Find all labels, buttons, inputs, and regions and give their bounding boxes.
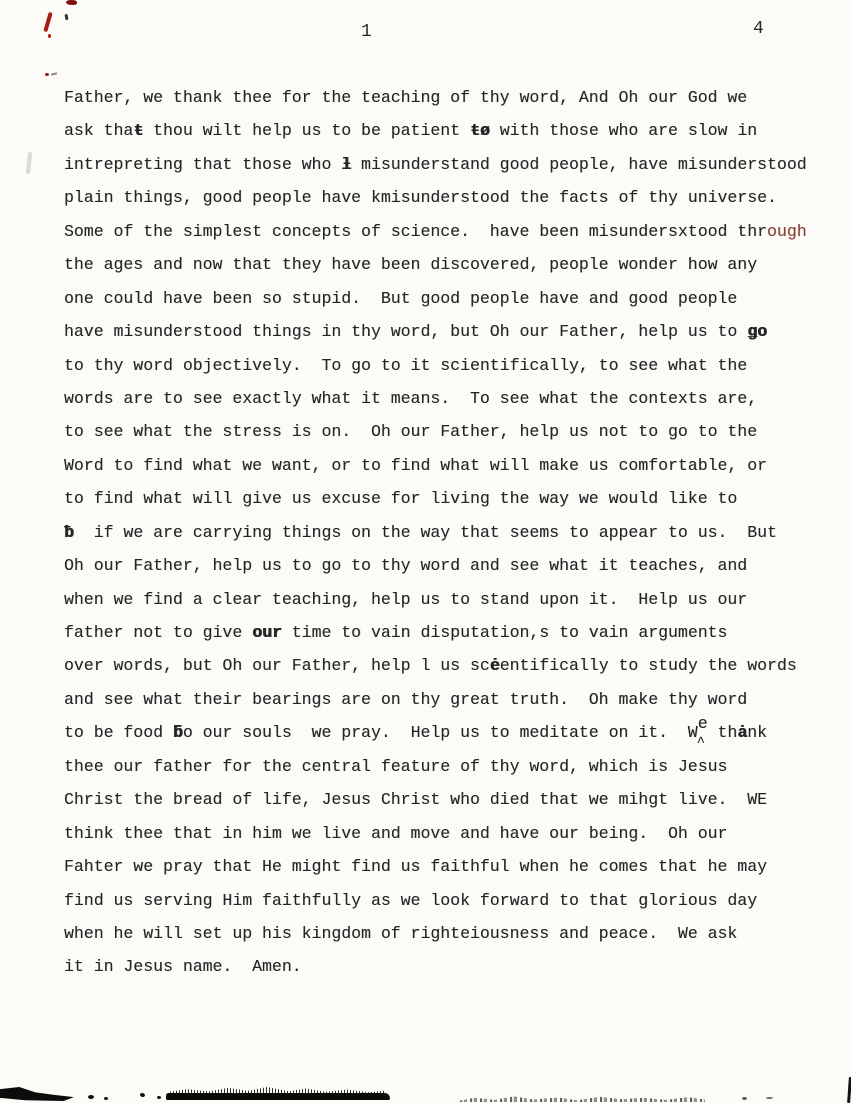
text-segment: the ages and now that they have been discovered, people wonder how any: [64, 255, 758, 275]
text-line: [64, 516, 844, 549]
text-segment: words are to see exactly what it means. To see what the contexts are,: [64, 388, 758, 408]
typewritten-text: [64, 81, 844, 984]
text-segment: to be food: [64, 723, 173, 743]
scan-ink-dot: [157, 1096, 161, 1099]
text-segment: thee our father for the central feature of thy word, which is Jesus: [64, 756, 728, 776]
text-segment: ask tha: [64, 121, 134, 141]
text-line: [64, 114, 844, 147]
page-number-right: 4: [753, 19, 764, 39]
red-ink-slash-mark: [43, 12, 52, 32]
text-segment: Fahter we pray that He might find us faithful when he comes that he may: [64, 857, 768, 877]
red-ink-dot: [48, 34, 51, 38]
text-segment: Some of the simplest concepts of science. have been misundersxtood thr: [64, 221, 768, 241]
scan-speckle-band: [460, 1095, 705, 1102]
text-segment: Christ the bread of life, Jesus Christ who died that we mihgt live. WE: [64, 790, 768, 810]
text-segment-red: ough: [767, 221, 807, 241]
text-segment: nk: [747, 723, 768, 743]
text-line: [64, 783, 844, 816]
text-segment-sup: e: [697, 714, 708, 734]
text-line: [64, 683, 844, 716]
text-segment: entifically to study the words: [499, 656, 797, 676]
scan-smudge-left: [26, 152, 32, 174]
text-segment: find us serving Him faithfully as we look forward to that glorious day: [64, 890, 758, 910]
text-segment: father not to give: [64, 623, 253, 642]
scan-artifact-bottom-left: [0, 1087, 74, 1101]
text-segment: o our souls we pray. Help us to meditate on it. W: [182, 723, 698, 743]
text-segment: misunderstand good people, have misunderstood: [351, 154, 807, 174]
text-segment-bold: our: [252, 623, 282, 642]
text-segment: think thee that in him we live and move and have our being. Oh our: [64, 823, 728, 843]
text-line: [64, 884, 844, 917]
scan-ink-dot: [88, 1095, 94, 1099]
text-line: [64, 181, 844, 214]
page-number-center: 1: [361, 22, 372, 42]
text-segment-bold: ƃ: [172, 723, 183, 743]
text-segment: over words, but Oh our Father, help l us sc: [64, 656, 490, 676]
text-segment: and see what their bearings are on thy great truth. Oh make thy word: [64, 689, 748, 709]
text-segment: one could have been so stupid. But good people have and good people: [64, 288, 738, 308]
scan-ink-dot: [766, 1097, 773, 1099]
text-line: [64, 583, 844, 616]
text-line: [64, 750, 844, 783]
text-line: [64, 549, 844, 582]
text-line: [64, 215, 844, 248]
text-line: [64, 616, 844, 649]
text-segment-bold: ŧ: [133, 121, 144, 141]
text-line: [64, 850, 844, 883]
text-segment: it in Jesus name. Amen.: [64, 957, 302, 977]
text-segment-bold: ǥo: [747, 322, 768, 342]
text-segment: to see what the stress is on. Oh our Father, help us not to go to the: [64, 422, 758, 442]
text-segment: when he will set up his kingdom of righteiousness and peace. We ask: [64, 923, 738, 943]
red-ink-blob: [66, 0, 77, 5]
scan-ink-dot: [104, 1097, 108, 1100]
text-segment: have misunderstood things in thy word, but Oh our Father, help us to: [64, 322, 748, 342]
text-segment: Father, we thank thee for the teaching of thy word, And Oh our God we: [64, 88, 748, 107]
text-segment: Oh our Father, help us to go to thy word and see what it teaches, and: [64, 556, 748, 576]
text-segment-bold: ƀ: [64, 522, 74, 542]
scan-tick-bottom-right: [847, 1077, 851, 1103]
scan-streak-fuzz: [170, 1087, 386, 1094]
pencil-dash: [51, 72, 57, 75]
text-line: [64, 415, 844, 448]
text-segment: Word to find what we want, or to find what will make us comfortable, or: [64, 455, 768, 475]
text-segment: when we find a clear teaching, help us to stand upon it. Help us our: [64, 589, 748, 609]
red-ink-dot-small: [45, 73, 49, 76]
text-segment: intrepreting that those who: [64, 154, 342, 174]
text-line: [64, 449, 844, 482]
text-line: [64, 248, 844, 281]
text-segment: if we are carrying things on the way that seems to appear to us. But: [73, 522, 777, 542]
text-line: [64, 950, 844, 983]
text-line: [64, 482, 844, 515]
text-segment: th: [707, 723, 738, 743]
text-segment-bold: ė: [489, 656, 500, 676]
text-line: [64, 817, 844, 850]
text-line: [64, 349, 844, 382]
text-line: [64, 282, 844, 315]
text-segment: plain things, good people have kmisunderstood the facts of thy universe.: [64, 188, 777, 208]
text-segment: with those who are slow in: [489, 121, 758, 141]
text-segment: time to vain disputation,s to vain arguments: [281, 623, 728, 642]
text-line: [64, 917, 844, 950]
text-line: [64, 148, 844, 181]
text-segment-bold: ŧø: [469, 121, 490, 141]
text-line: [64, 315, 844, 348]
text-line: [64, 81, 844, 114]
text-segment: to find what will give us excuse for living the way we would like to: [64, 489, 738, 509]
text-line: [64, 382, 844, 415]
text-line: [64, 649, 844, 682]
scan-ink-dot: [742, 1097, 747, 1100]
pen-dot: [65, 14, 69, 20]
scan-streak-bottom: [166, 1093, 390, 1100]
text-segment: thou wilt help us to be patient: [143, 121, 470, 141]
scan-ink-dot: [139, 1092, 145, 1097]
text-segment-bold: ȧ: [737, 723, 748, 743]
text-segment: to thy word objectively. To go to it scientifically, to see what the: [64, 355, 748, 375]
text-segment-bold: ƚ: [341, 154, 352, 174]
text-line: to be food ƃo our souls we pray. Help us to meditate on it. We^ thȧnk: [64, 716, 844, 749]
